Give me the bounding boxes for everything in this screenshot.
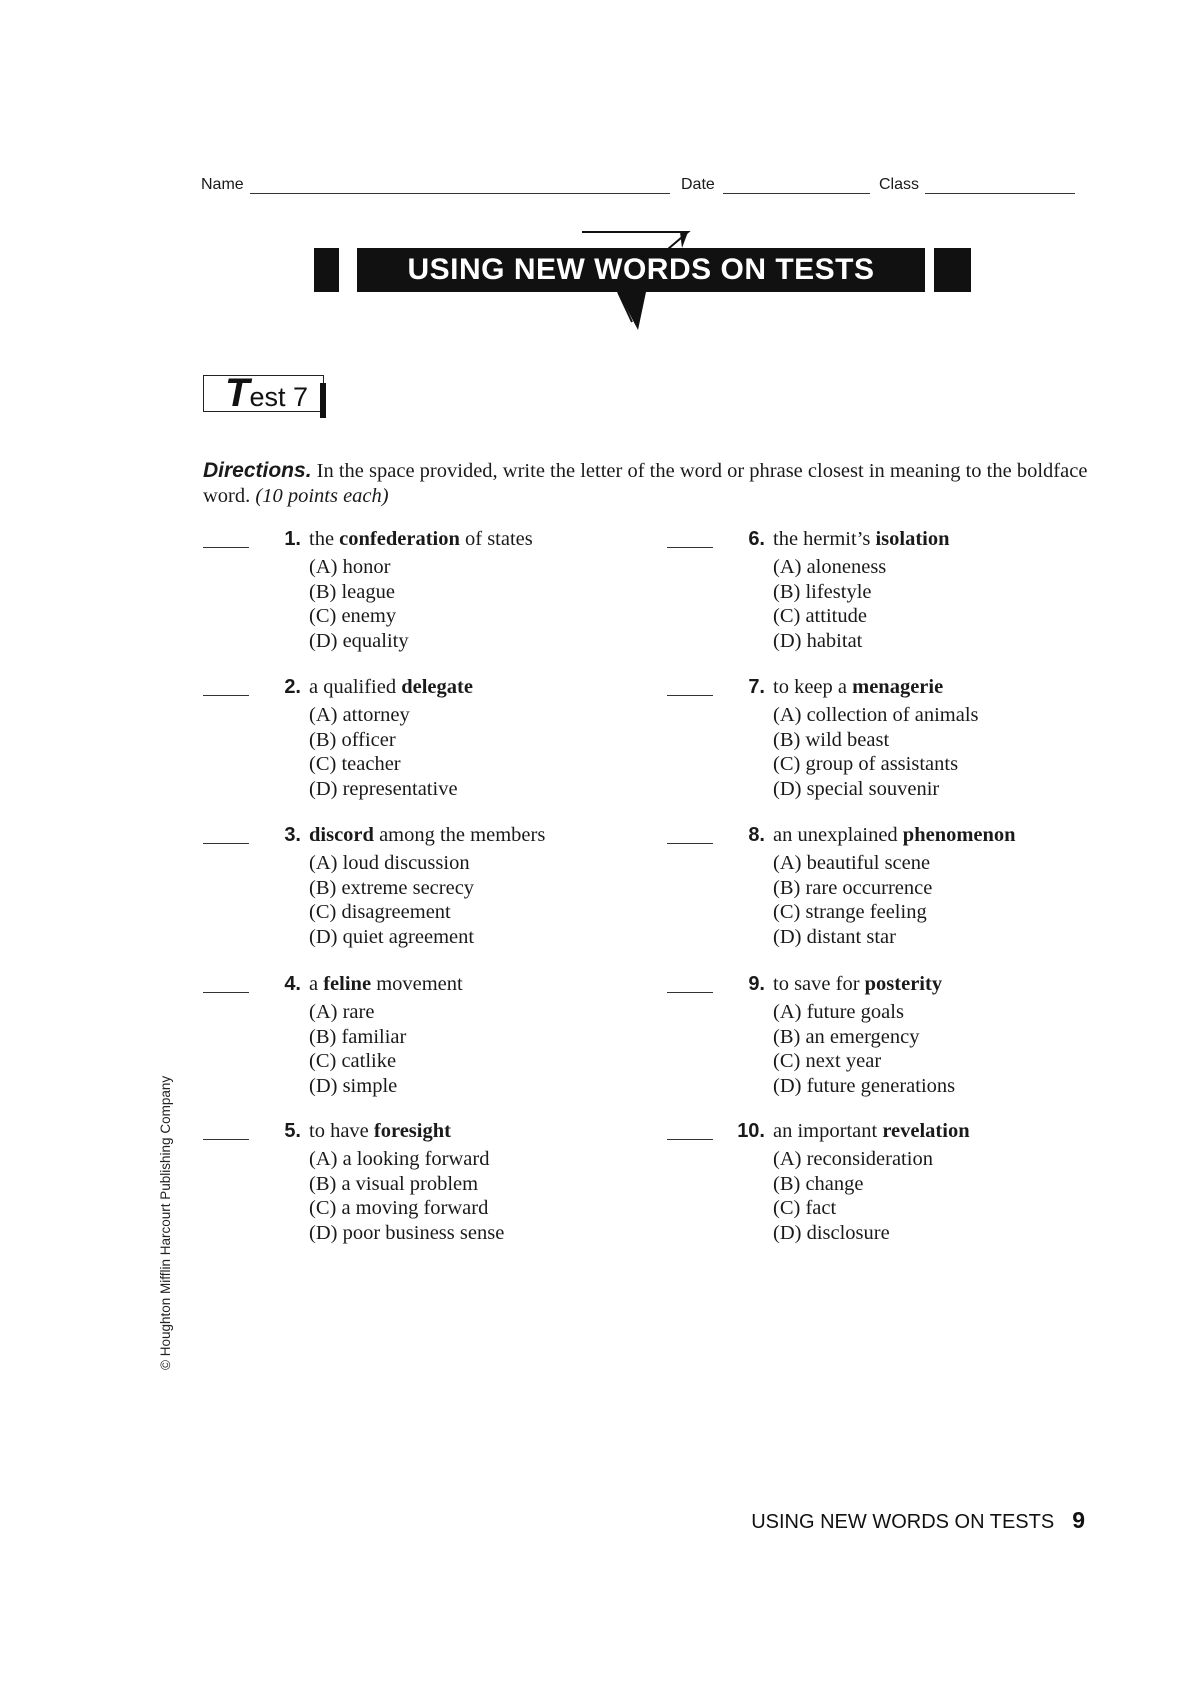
option-list bbox=[309, 1147, 504, 1245]
test-label bbox=[225, 371, 308, 416]
stem-post: movement bbox=[371, 973, 463, 995]
stem-pre: the hermit’s bbox=[773, 528, 876, 550]
question-stem bbox=[309, 823, 545, 848]
question-number: 1. bbox=[284, 528, 301, 550]
answer-option: (B) familiar bbox=[309, 1025, 407, 1048]
answer-option: (C) enemy bbox=[309, 605, 397, 627]
banner-title: USING NEW WORDS ON TESTS bbox=[357, 248, 925, 292]
answer-blank[interactable] bbox=[667, 843, 713, 844]
boldface-word: posterity bbox=[864, 973, 943, 995]
boldface-word: delegate bbox=[401, 676, 473, 698]
answer-option: (C) a moving forward bbox=[309, 1197, 489, 1219]
stem-pre: to keep a bbox=[773, 676, 853, 698]
directions-points: (10 points each) bbox=[255, 485, 389, 507]
answer-option: (C) disagreement bbox=[309, 901, 451, 923]
answer-option: (B) change bbox=[773, 1172, 864, 1195]
question-number: 4. bbox=[284, 973, 301, 995]
date-line[interactable] bbox=[723, 193, 870, 194]
answer-blank[interactable] bbox=[667, 695, 713, 696]
answer-blank[interactable] bbox=[203, 1139, 249, 1140]
boldface-word: discord bbox=[309, 824, 374, 846]
directions bbox=[203, 458, 1103, 509]
question-stem bbox=[773, 1119, 970, 1144]
stem-pre: to have bbox=[309, 1120, 374, 1142]
answer-option: (C) teacher bbox=[309, 753, 401, 775]
answer-option: (D) future generations bbox=[773, 1074, 956, 1097]
option-list bbox=[773, 703, 979, 801]
answer-option: (A) reconsideration bbox=[773, 1148, 933, 1170]
question-number: 6. bbox=[748, 528, 765, 550]
option-list bbox=[309, 555, 409, 653]
class-label: Class bbox=[879, 176, 920, 193]
answer-option: (C) next year bbox=[773, 1050, 882, 1072]
question-number: 5. bbox=[284, 1120, 301, 1142]
option-list bbox=[773, 1000, 955, 1098]
answer-option: (B) rare occurrence bbox=[773, 876, 933, 899]
boldface-word: phenomenon bbox=[902, 824, 1016, 846]
answer-option: (D) special souvenir bbox=[773, 777, 940, 800]
directions-lead: Directions. bbox=[203, 459, 312, 482]
option-list bbox=[773, 851, 932, 949]
answer-blank[interactable] bbox=[667, 1139, 713, 1140]
question-stem bbox=[773, 675, 943, 700]
stem-pre: an unexplained bbox=[773, 824, 903, 846]
answer-blank[interactable] bbox=[203, 695, 249, 696]
answer-blank[interactable] bbox=[203, 547, 249, 548]
answer-option: (D) disclosure bbox=[773, 1221, 890, 1244]
answer-option: (D) habitat bbox=[773, 629, 863, 652]
question-number: 7. bbox=[748, 676, 765, 698]
question-stem bbox=[773, 527, 950, 552]
boldface-word: confederation bbox=[339, 528, 460, 550]
stem-post: among the members bbox=[373, 824, 546, 846]
page-number: 9 bbox=[1072, 1507, 1085, 1533]
answer-blank[interactable] bbox=[203, 992, 249, 993]
question-number: 8. bbox=[748, 824, 765, 846]
answer-option: (A) future goals bbox=[773, 1001, 904, 1023]
answer-option: (C) attitude bbox=[773, 605, 867, 627]
name-line[interactable] bbox=[250, 193, 670, 194]
copyright-credit: © Houghton Mifflin Harcourt Publishing Company bbox=[158, 1075, 173, 1370]
option-list bbox=[773, 555, 886, 653]
boldface-word: revelation bbox=[882, 1120, 970, 1142]
answer-option: (A) collection of animals bbox=[773, 704, 979, 726]
answer-option: (D) distant star bbox=[773, 925, 896, 948]
answer-option: (C) fact bbox=[773, 1197, 837, 1219]
answer-option: (A) aloneness bbox=[773, 556, 887, 578]
answer-option: (D) poor business sense bbox=[309, 1221, 505, 1244]
banner-left-block bbox=[314, 248, 339, 292]
question-number: 3. bbox=[284, 824, 301, 846]
date-label: Date bbox=[681, 176, 715, 193]
answer-option: (B) officer bbox=[309, 728, 396, 751]
answer-option: (B) extreme secrecy bbox=[309, 876, 475, 899]
answer-option: (B) a visual problem bbox=[309, 1172, 479, 1195]
stem-pre: an important bbox=[773, 1120, 883, 1142]
test-rest: est 7 bbox=[249, 382, 308, 412]
option-list bbox=[773, 1147, 933, 1245]
stem-pre: to save for bbox=[773, 973, 865, 995]
class-line[interactable] bbox=[925, 193, 1075, 194]
boldface-word: feline bbox=[323, 973, 372, 995]
question-number: 9. bbox=[748, 973, 765, 995]
option-list bbox=[309, 851, 474, 949]
stem-pre: a bbox=[309, 973, 324, 995]
question-stem bbox=[309, 527, 533, 552]
answer-option: (D) simple bbox=[309, 1074, 398, 1097]
answer-option: (D) quiet agreement bbox=[309, 925, 475, 948]
answer-option: (A) a looking forward bbox=[309, 1148, 490, 1170]
test-box-tab bbox=[320, 383, 326, 418]
footer-title: USING NEW WORDS ON TESTS bbox=[751, 1511, 1055, 1533]
answer-option: (A) loud discussion bbox=[309, 852, 470, 874]
question-stem bbox=[309, 675, 473, 700]
answer-option: (D) representative bbox=[309, 777, 458, 800]
answer-blank[interactable] bbox=[667, 547, 713, 548]
boldface-word: menagerie bbox=[852, 676, 944, 698]
answer-option: (C) group of assistants bbox=[773, 753, 959, 775]
option-list bbox=[309, 703, 458, 801]
answer-option: (A) beautiful scene bbox=[773, 852, 931, 874]
option-list bbox=[309, 1000, 406, 1098]
question-number: 2. bbox=[284, 676, 301, 698]
question-stem bbox=[773, 823, 1016, 848]
test-initial: T bbox=[225, 371, 250, 415]
page-footer bbox=[751, 1507, 1085, 1534]
banner-right-block bbox=[934, 248, 971, 292]
answer-blank[interactable] bbox=[203, 843, 249, 844]
answer-option: (D) equality bbox=[309, 629, 409, 652]
question-number: 10. bbox=[737, 1120, 765, 1142]
name-label: Name bbox=[201, 176, 244, 193]
stem-post: of states bbox=[459, 528, 533, 550]
stem-pre: a qualified bbox=[309, 676, 402, 698]
answer-option: (A) attorney bbox=[309, 704, 410, 726]
answer-option: (A) rare bbox=[309, 1001, 375, 1023]
answer-option: (B) league bbox=[309, 580, 395, 603]
answer-blank[interactable] bbox=[667, 992, 713, 993]
answer-option: (C) catlike bbox=[309, 1050, 397, 1072]
question-stem bbox=[309, 1119, 451, 1144]
question-stem bbox=[309, 972, 463, 997]
boldface-word: foresight bbox=[373, 1120, 451, 1142]
answer-option: (B) an emergency bbox=[773, 1025, 920, 1048]
answer-option: (C) strange feeling bbox=[773, 901, 927, 923]
answer-option: (B) wild beast bbox=[773, 728, 890, 751]
directions-text: In the space provided, write the letter of the word or phrase closest in meaning to the boldface word. bbox=[203, 460, 1088, 507]
stem-pre: the bbox=[309, 528, 340, 550]
answer-option: (A) honor bbox=[309, 556, 391, 578]
answer-option: (B) lifestyle bbox=[773, 580, 872, 603]
boldface-word: isolation bbox=[875, 528, 950, 550]
question-stem bbox=[773, 972, 942, 997]
